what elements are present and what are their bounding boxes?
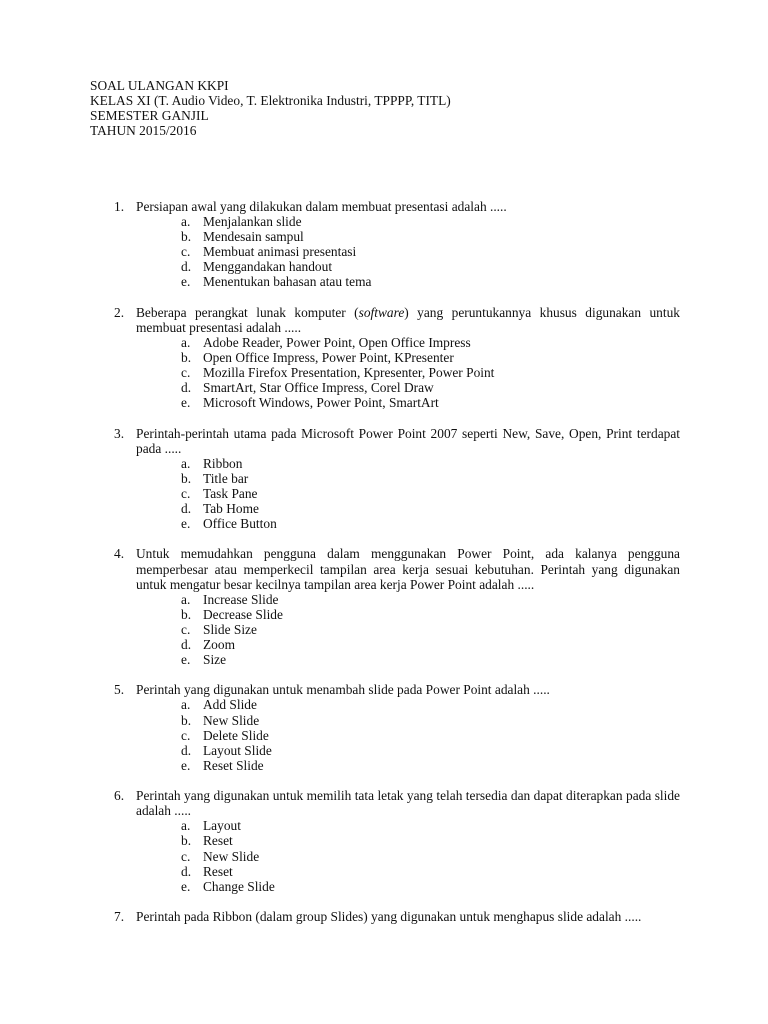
document-header [90, 78, 690, 138]
answer-option [181, 879, 680, 894]
answer-option [181, 365, 680, 380]
answer-option [181, 516, 680, 531]
question-item [90, 199, 680, 290]
option-label: d. [181, 637, 192, 652]
option-label: b. [181, 470, 192, 486]
option-label: e. [181, 652, 191, 668]
question-text [136, 682, 680, 697]
option-label: b. [181, 712, 192, 728]
option-label: e. [181, 516, 191, 532]
option-text: Mendesain sampul [203, 229, 304, 245]
header-class: KELAS XI (T. Audio Video, T. Elektronika Industri, TPPPP, TITL) [90, 93, 451, 109]
option-label: e. [181, 395, 191, 411]
option-text: Menjalankan slide [203, 214, 302, 230]
option-label: a. [181, 697, 191, 713]
answer-option [181, 864, 680, 879]
option-list [136, 697, 680, 772]
option-list [136, 335, 680, 410]
question-number: 3. [114, 425, 125, 441]
option-label: e. [181, 757, 191, 773]
question-item [90, 682, 680, 773]
option-text: Decrease Slide [203, 606, 283, 622]
option-list [136, 592, 680, 667]
question-number: 1. [114, 199, 125, 214]
answer-option [181, 622, 680, 637]
option-label: e. [181, 878, 191, 894]
question-item [90, 546, 680, 667]
option-label: a. [181, 334, 191, 350]
option-label: c. [181, 365, 191, 381]
answer-option [181, 758, 680, 773]
option-text: Task Pane [203, 485, 258, 501]
option-text: Title bar [203, 470, 249, 486]
answer-option [181, 637, 680, 652]
answer-option [181, 486, 680, 501]
question-number: 7. [114, 908, 125, 924]
option-text: Microsoft Windows, Power Point, SmartArt [203, 395, 439, 411]
question-text [136, 426, 680, 456]
answer-option [181, 471, 680, 486]
option-label: b. [181, 350, 192, 366]
option-list [136, 214, 680, 289]
question-text-emphasis: software [358, 304, 405, 320]
option-label: c. [181, 244, 191, 260]
option-label: d. [181, 742, 192, 758]
answer-option [181, 350, 680, 365]
answer-option [181, 395, 680, 410]
option-label: a. [181, 591, 191, 607]
option-text: Change Slide [203, 878, 275, 894]
answer-option [181, 259, 680, 274]
option-text: New Slide [203, 848, 260, 864]
option-list [136, 456, 680, 531]
question-list [90, 199, 680, 939]
option-label: b. [181, 833, 192, 849]
option-text: Adobe Reader, Power Point, Open Office Impress [203, 334, 471, 350]
question-item [90, 305, 680, 411]
option-text: Ribbon [203, 455, 243, 471]
option-text: Size [203, 652, 227, 668]
answer-option [181, 380, 680, 395]
answer-option [181, 743, 680, 758]
question-text-main: Perintah yang digunakan untuk memilih tata letak yang telah tersedia dan dapat diterapkan pada slide adalah ..... [136, 788, 680, 819]
question-text-main: Untuk memudahkan pengguna dalam menggunakan Power Point, ada kalanya pengguna memperbesar atau memperkecil tampilan area kerja sesuai kebutuhan. Perintah yang digunakan untuk mengatur besar kecilnya tampilan area kerja Power Point adalah ..... [136, 546, 680, 592]
option-text: Slide Size [203, 621, 257, 637]
header-year: TAHUN 2015/2016 [90, 123, 197, 139]
option-label: b. [181, 229, 192, 245]
question-text-main: Persiapan awal yang dilakukan dalam membuat presentasi adalah ..... [136, 199, 507, 214]
question-text-main: Perintah pada Ribbon (dalam group Slides) yang digunakan untuk menghapus slide adalah ..... [136, 908, 642, 924]
option-text: New Slide [203, 712, 260, 728]
question-text [136, 305, 680, 335]
option-text: Mozilla Firefox Presentation, Kpresenter, Power Point [203, 365, 495, 381]
option-text: Menentukan bahasan atau tema [203, 274, 372, 290]
answer-option [181, 652, 680, 667]
answer-option [181, 607, 680, 622]
answer-option [181, 849, 680, 864]
answer-option [181, 818, 680, 833]
question-number: 4. [114, 546, 125, 562]
option-text: Increase Slide [203, 591, 279, 607]
answer-option [181, 456, 680, 471]
option-label: a. [181, 214, 191, 230]
answer-option [181, 335, 680, 350]
option-label: c. [181, 727, 191, 743]
option-label: d. [181, 501, 192, 517]
answer-option [181, 229, 680, 244]
question-number: 2. [114, 304, 125, 320]
answer-option [181, 501, 680, 516]
header-title: SOAL ULANGAN KKPI [90, 78, 229, 93]
question-item [90, 909, 680, 924]
question-text-rest: ) yang peruntukannya khusus digunakan untuk membuat presentasi adalah ..... [136, 304, 680, 335]
option-label: c. [181, 485, 191, 501]
option-text: Reset [203, 863, 233, 879]
option-text: Add Slide [203, 697, 257, 713]
option-list [136, 818, 680, 893]
option-label: c. [181, 621, 191, 637]
option-label: a. [181, 455, 191, 471]
option-label: a. [181, 818, 191, 834]
question-number: 6. [114, 788, 125, 804]
answer-option [181, 697, 680, 712]
question-text [136, 788, 680, 818]
option-label: d. [181, 380, 192, 396]
question-item [90, 788, 680, 894]
option-label: d. [181, 259, 192, 275]
question-number: 5. [114, 682, 125, 698]
option-text: Menggandakan handout [203, 259, 333, 275]
question-text-main: Perintah-perintah utama pada Microsoft Power Point 2007 seperti New, Save, Open, Print terdapat pada ..... [136, 425, 680, 456]
question-text-main: Perintah yang digunakan untuk menambah slide pada Power Point adalah ..... [136, 682, 550, 698]
option-text: Office Button [203, 516, 277, 532]
answer-option [181, 713, 680, 728]
question-text-main: Beberapa perangkat lunak komputer ( [136, 304, 359, 320]
option-text: Zoom [203, 637, 235, 652]
answer-option [181, 214, 680, 229]
option-text: Layout [203, 818, 241, 834]
option-text: Open Office Impress, Power Point, KPresenter [203, 350, 454, 366]
option-text: Membuat animasi presentasi [203, 244, 357, 260]
option-text: Tab Home [203, 501, 259, 517]
option-text: Reset [203, 833, 233, 849]
answer-option [181, 274, 680, 289]
option-label: d. [181, 863, 192, 879]
question-text [136, 909, 680, 924]
option-text: Delete Slide [203, 727, 269, 743]
header-semester: SEMESTER GANJIL [90, 108, 209, 124]
answer-option [181, 592, 680, 607]
answer-option [181, 833, 680, 848]
question-text [136, 546, 680, 591]
answer-option [181, 728, 680, 743]
option-label: b. [181, 606, 192, 622]
option-text: SmartArt, Star Office Impress, Corel Draw [203, 380, 434, 396]
question-item [90, 426, 680, 532]
option-label: c. [181, 848, 191, 864]
option-label: e. [181, 274, 191, 290]
option-text: Layout Slide [203, 742, 272, 758]
option-text: Reset Slide [203, 757, 264, 773]
answer-option [181, 244, 680, 259]
question-text [136, 199, 680, 214]
